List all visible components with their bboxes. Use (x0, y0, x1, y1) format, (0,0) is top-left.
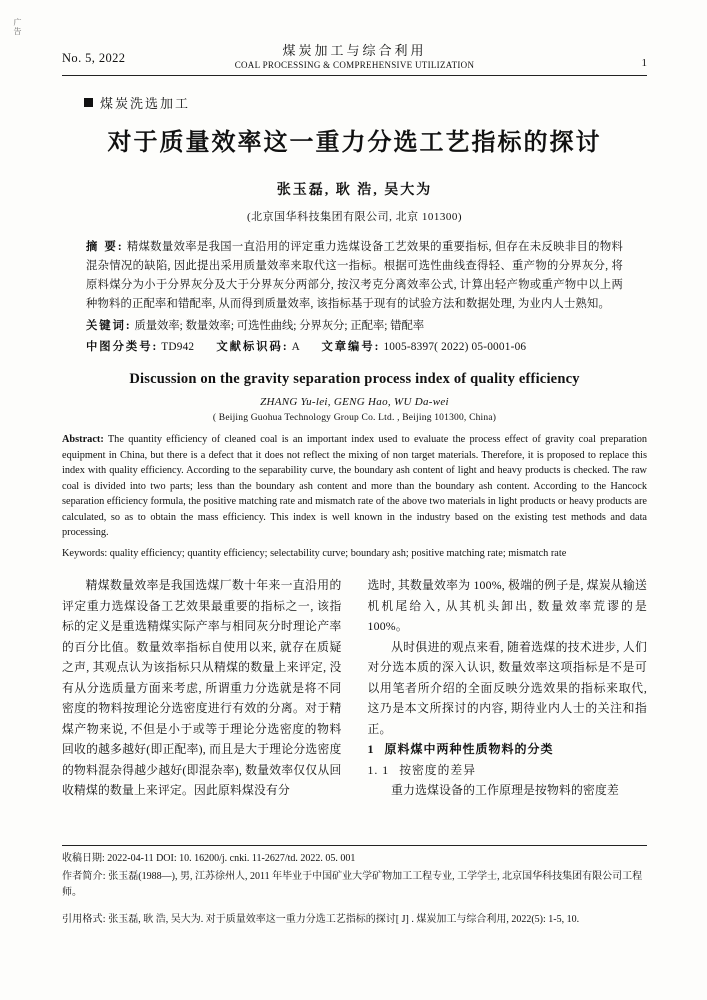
issue-label: No. 5, 2022 (62, 51, 126, 65)
section-title: 原料煤中两种性质物料的分类 (384, 742, 554, 756)
doc-code-value: A (291, 341, 300, 353)
classification-line (62, 338, 647, 357)
journal-title-cn: 煤炭加工与综合利用 (282, 43, 427, 58)
abstract-en (62, 432, 647, 541)
received-date-row: 收稿日期: 2022-04-11 DOI: 10. 16200/j. cnki. 11-2627/td. 2022. 05. 001 (62, 853, 356, 864)
article-id-value: 1005-8397( 2022) 05-0001-06 (383, 341, 527, 353)
author-bio-text: 张玉磊(1988—), 男, 江苏徐州人, 2011 年毕业于中国矿业大学矿物加工工程专业, 工学学士, 北京国华科技集团有限公司工程师。 (62, 871, 643, 898)
keywords-cn-text: 质量效率; 数量效率; 可选性曲线; 分界灰分; 正配率; 错配率 (134, 320, 425, 332)
citation-label: 引用格式: (62, 914, 106, 925)
spine-vertical-text: 广告 (13, 18, 22, 36)
abstract-en-text: The quantity efficiency of cleaned coal is an important index used to evaluate the process effect of gravity coal preparation equipment in China, but there is a defect that it does not reflect the mixing of non target materials. Therefore, it is proposed to replace this index with quality efficiency. According to the separability curve, the boundary ash content of light and heavy products is checked. The raw coal is divided into two parts; less than the boundary ash content and more than the boundary ash content. According to the Hancock separation efficiency formula, the positive matching rate and mismatch rate of the above two materials in light products or heavy products are calculated, so as to obtain the mass efficiency. This index is well known in the industry based on the existing test methods and data processing. (62, 434, 648, 538)
doc-code-label: 文献标识码: (216, 341, 289, 353)
subsection-number: 1. 1 (367, 762, 390, 777)
footer-notes (62, 845, 647, 930)
paragraph: 从时俱进的观点来看, 随着选煤的技术进步, 人们对分选本质的深入认识, 数量效率这项指标是不是可以用笔者所介绍的全面反映分选效果的指标来取代, 这乃是本文所探讨的内容, 期待业内人士的关注和指正。 (367, 639, 647, 736)
article-content (62, 40, 647, 801)
body-column-right (368, 575, 648, 801)
keywords-en-label: Keywords: (62, 547, 108, 559)
affiliation-cn: (北京国华科技集团有限公司, 北京 101300) (246, 211, 463, 223)
keywords-en-text: quality efficiency; quantity efficiency; selectability curve; boundary ash; positive matching rate; mismatch rate (109, 547, 567, 559)
paragraph: 选时, 其数量效率为 100%, 极端的例子是, 煤炭从输送机机尾给入, 从其机头卸出, 数量效率荒谬的是 100%。 (367, 578, 647, 633)
citation-row (62, 912, 647, 928)
clc-value: TD942 (161, 341, 195, 353)
subsection-title: 按密度的差异 (399, 762, 476, 777)
author-bio-row (62, 869, 647, 901)
section-heading-1 (368, 739, 648, 760)
article-id-label: 文章编号: (321, 341, 381, 353)
keywords-en (62, 546, 647, 562)
keywords-cn (62, 317, 647, 336)
body-column-left (62, 575, 342, 801)
abstract-cn-text: 精煤数量效率是我国一直沿用的评定重力选煤设备工艺效果的重要指标, 但存在未反映非目的物料混杂情况的缺陷, 因此提出采用质量效率来取代这一指标。根据可选性曲线查得轻、重产物的分界灰分, 将原料煤分为小于分界灰分及大于分界灰分两部分, 按汉考克分离效率公式, 计算出轻产物或重产物中以上两种物料的正配率和错配率, 从而得到质量效率, 该指标基于现有的试验方法和数据处理, 为业内人士熟知。 (86, 241, 624, 310)
citation-text: 张玉磊, 耿 浩, 吴大为. 对于质量效率这一重力分选工艺指标的探讨[ J] . 煤炭加工与综合利用, 2022(5): 1-5, 10. (108, 914, 580, 925)
column-head (62, 93, 647, 112)
body-columns (62, 575, 647, 801)
clc-label: 中图分类号: (86, 341, 159, 353)
keywords-cn-label: 关键词: (86, 320, 132, 332)
journal-title (190, 40, 520, 70)
column-head-label: 煤炭洗选加工 (100, 96, 191, 111)
title-en: Discussion on the gravity separation process index of quality efficiency (129, 371, 580, 387)
section-number: 1 (367, 742, 375, 756)
section-heading-1-1 (368, 760, 648, 781)
header-rule (62, 75, 647, 76)
abstract-cn (62, 238, 647, 314)
authors-en: ZHANG Yu-lei, GENG Hao, WU Da-wei (260, 396, 449, 408)
page-title: 对于质量效率这一重力分选工艺指标的探讨 (107, 129, 602, 156)
square-bullet-icon (84, 98, 93, 107)
author-bio-label: 作者简介: (62, 871, 106, 882)
abstract-cn-label: 摘 要: (86, 241, 124, 253)
paragraph: 精煤数量效率是我国选煤厂数十年来一直沿用的评定重力选煤设备工艺效果最重要的指标之一, 该指标的定义是重选精煤实际产率与相同灰分时理论产率的百分比值。数量效率指标自使用以来, 就存在质疑之声, 其观点认为该指标只从精煤的数量上来评定, 没有从分选质量方面来考虑, 所谓重力分选就是将不同密度的物料按理论分选密度进行有效的分离。对于精煤产物来说, 不但是小于或等于理论分选密度的物料回收的越多越好(即正配率), 而且是大于理论分选密度的物料混杂得越少越好(即混杂率), 数量效率仅仅从回收精煤的数量上来评定。因此原料煤没有分 (62, 578, 342, 797)
affiliation-en: ( Beijing Guohua Technology Group Co. Ltd. , Beijing 101300, China) (212, 413, 497, 423)
paragraph: 重力选煤设备的工作原理是按物料的密度差 (391, 783, 620, 797)
page-number: 1 (641, 57, 647, 69)
journal-title-en: COAL PROCESSING & COMPREHENSIVE UTILIZATION (234, 60, 475, 70)
authors-cn: 张玉磊, 耿 浩, 吴大为 (276, 183, 433, 198)
running-head (62, 40, 647, 74)
abstract-en-label: Abstract: (62, 434, 104, 445)
